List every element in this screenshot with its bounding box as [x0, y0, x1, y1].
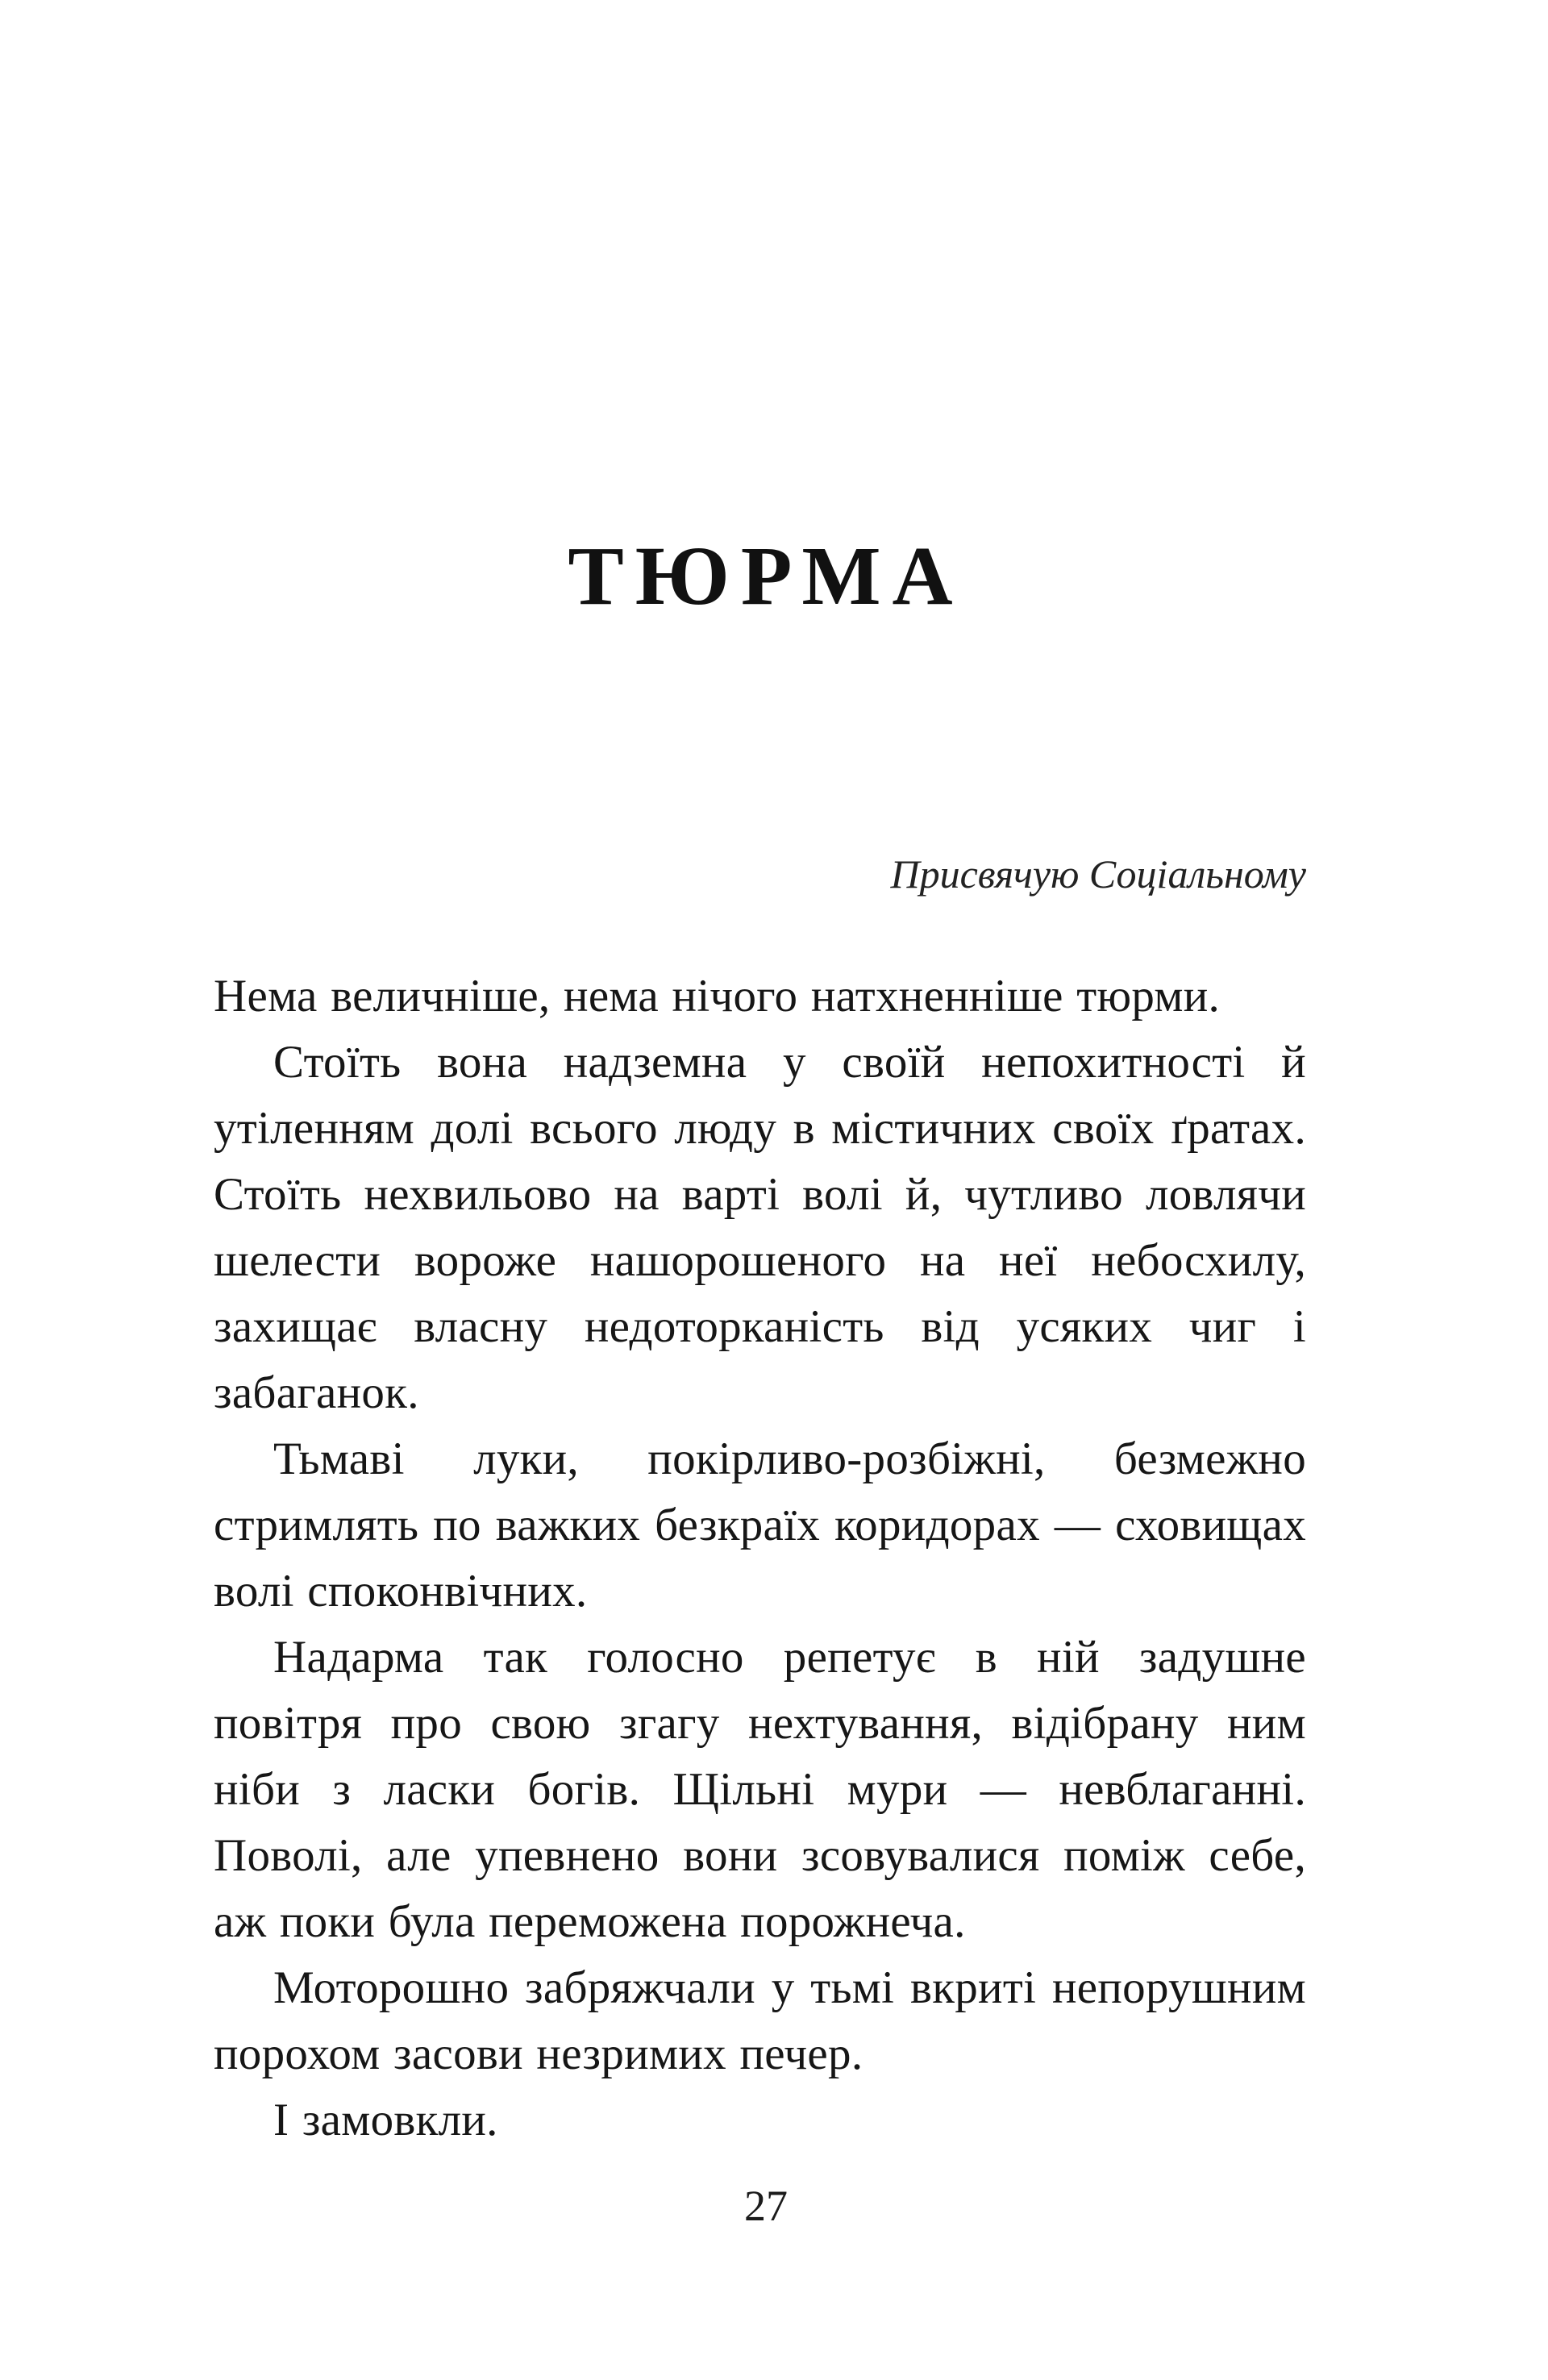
paragraph: Стоїть вона надземна у своїй непохитності й утіленням долі всього люду в містичних своїх ґратах. Стоїть нехвильово на варті волі й, чутливо ловлячи шелести вороже нашорошеного на неї небосхилу, захищає власну недоторканість від усяких чиг і забаганок. [214, 1037, 1306, 1418]
body-text [214, 963, 1306, 2153]
page-number: 27 [744, 2182, 788, 2230]
chapter-title: ТЮРМА [568, 530, 964, 622]
paragraph: Моторошно забряжчали у тьмі вкриті непорушним порохом засови незримих печер. [214, 1962, 1306, 2079]
paragraph: Нема величніше, нема нічого натхненніше тюрми. [214, 971, 1221, 1021]
paragraph: Тьмаві луки, покірливо-розбіжні, безмежно стримлять по важких безкраїх коридорах — сховищах волі споконвічних. [214, 1433, 1306, 1616]
dedication-text: Присвячую Соціальному [890, 851, 1306, 897]
paragraph: Надарма так голосно репетує в ній задушне повітря про свою згагу нехтування, відібрану ним ніби з ласки богів. Щільні мури — невблаганні. Поволі, але упевнено вони зсовувалися поміж себе, аж поки була переможена порожнеча. [214, 1632, 1306, 1947]
paragraph: І замовкли. [273, 2095, 498, 2145]
